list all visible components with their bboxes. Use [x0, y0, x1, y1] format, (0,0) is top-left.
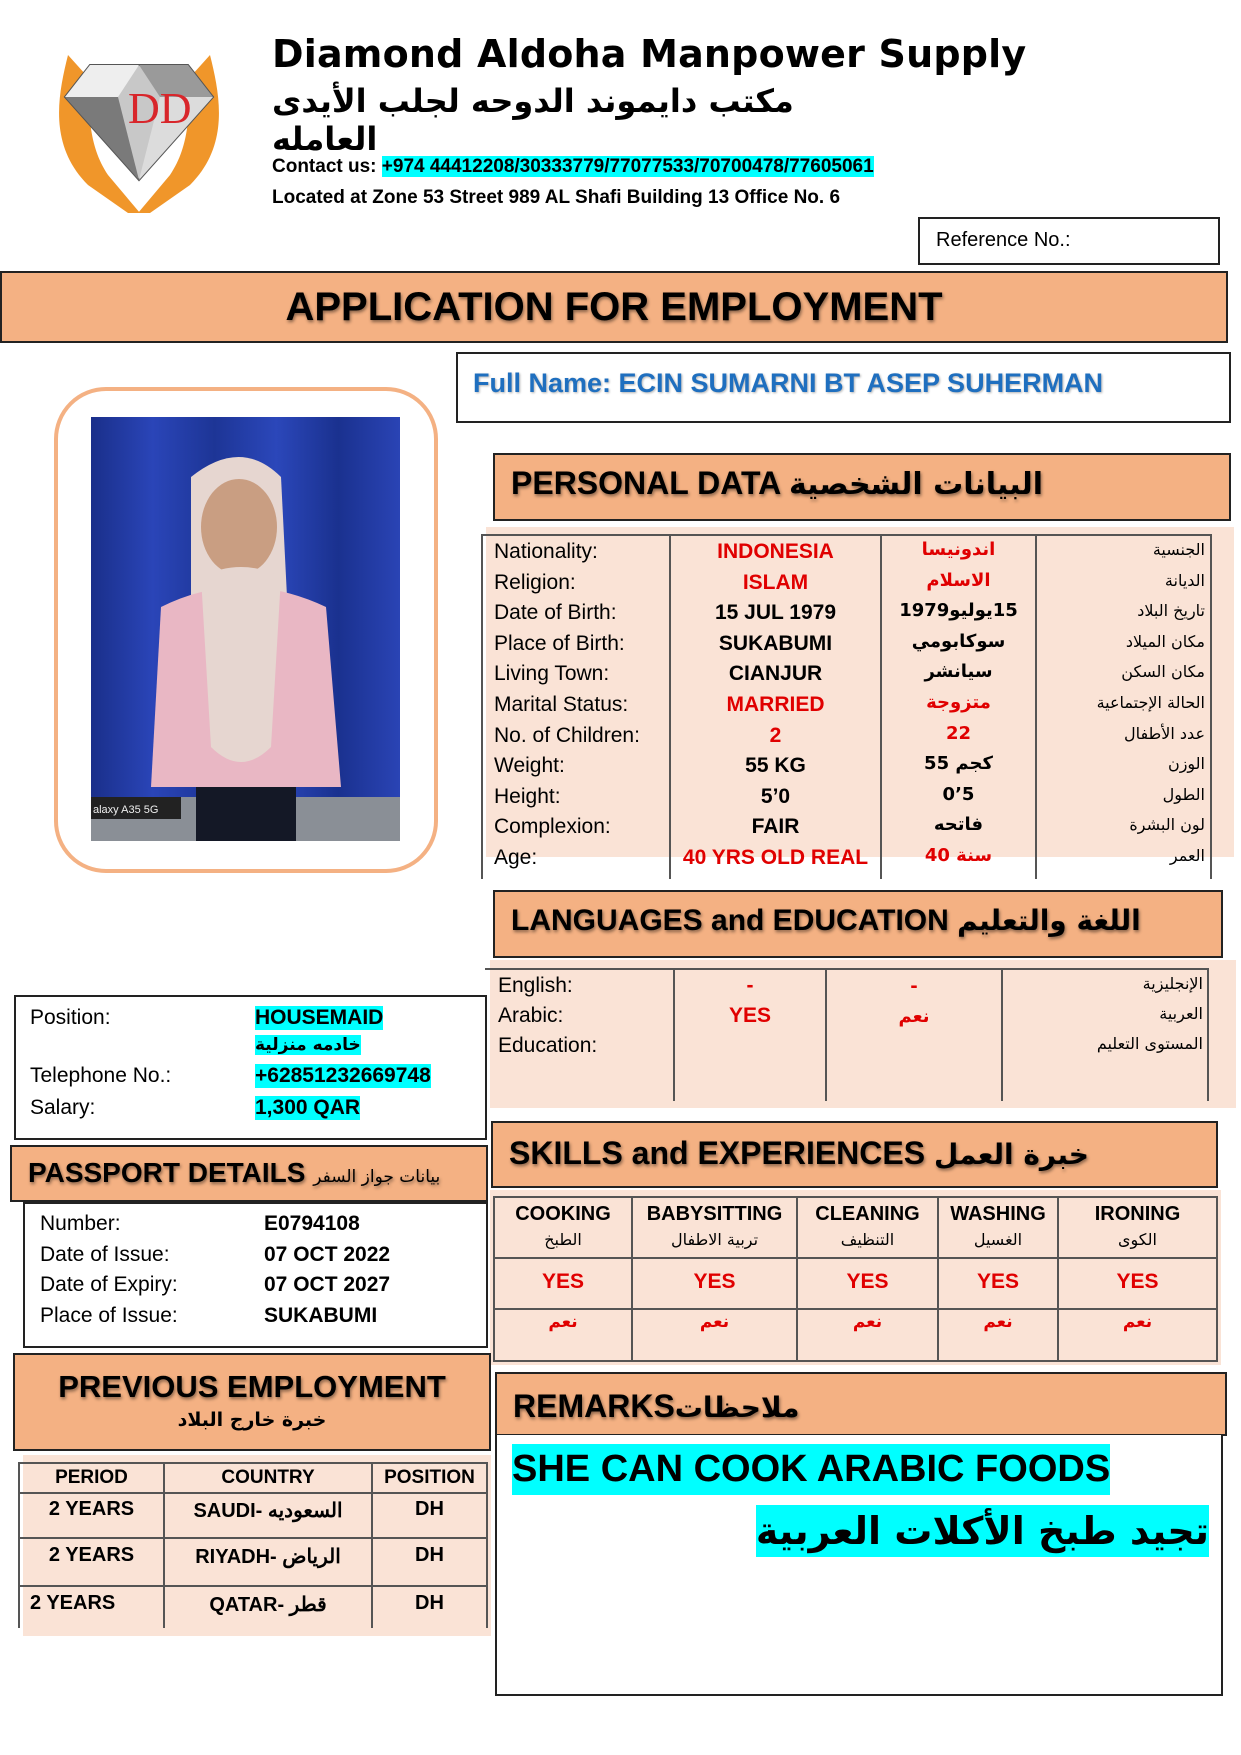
personal-value-arabic: سنة 40 — [924, 845, 993, 866]
personal-table-left-border — [481, 534, 483, 879]
skill-value-arabic: نعم — [852, 1312, 883, 1332]
personal-value-arabic: متزوجة — [926, 692, 991, 713]
personal-label: Marital Status: — [494, 693, 629, 716]
previous-employment-cell: QATAR- قطر — [209, 1594, 327, 1616]
personal-value-arabic: سوكابومي — [911, 630, 1006, 652]
passport-value: SUKABUMI — [264, 1303, 378, 1327]
skill-value: YES — [846, 1270, 889, 1293]
personal-label-arabic: لون البشرة — [1129, 815, 1205, 835]
passport-heading-ar: بيانات جواز السفر — [313, 1167, 441, 1187]
full-name: Full Name: ECIN SUMARNI BT ASEP SUHERMAN — [473, 368, 1104, 398]
passport-label: Date of Issue: — [40, 1242, 170, 1266]
language-value: YES — [728, 1004, 772, 1027]
personal-label-arabic: الحالة الإجتماعية — [1096, 693, 1205, 712]
personal-data-heading-en: PERSONAL DATA — [511, 465, 781, 501]
previous-employment-cell: RIYADH- الرياض — [195, 1546, 341, 1568]
language-value: - — [746, 974, 754, 997]
personal-label: Complexion: — [494, 815, 611, 839]
languages-heading — [493, 890, 1223, 958]
personal-value: SUKABUMI — [718, 631, 833, 655]
svg-text:DD: DD — [128, 84, 192, 133]
skill-name: COOKING — [515, 1203, 611, 1225]
personal-value: 55 KG — [745, 754, 806, 778]
previous-employment-cell: DH — [415, 1592, 444, 1614]
previous-employment-cell: DH — [415, 1544, 444, 1566]
skill-name: IRONING — [1094, 1203, 1181, 1225]
remarks-text-ar: تجيد طبخ الأكلات العربية — [756, 1505, 1209, 1557]
skill-value-arabic: نعم — [699, 1312, 730, 1332]
personal-value-arabic: فاتحه — [933, 814, 984, 836]
previous-employment-heading — [13, 1353, 491, 1451]
personal-value-arabic: اندونيسا — [921, 539, 996, 560]
skills-heading-en: SKILLS and EXPERIENCES — [509, 1135, 926, 1171]
passport-label: Date of Expiry: — [40, 1273, 178, 1296]
languages-table-right-border — [1207, 968, 1209, 1101]
skill-value: YES — [693, 1270, 736, 1293]
remarks-heading-ar: ملاحظات — [674, 1391, 800, 1424]
applicant-photo — [91, 417, 400, 841]
skill-value: YES — [541, 1270, 585, 1293]
previous-employment-grid-line — [18, 1537, 486, 1539]
personal-label: Age: — [494, 846, 538, 869]
personal-label: Place of Birth: — [494, 631, 625, 655]
skill-value-arabic: نعم — [1122, 1312, 1153, 1332]
languages-table-top-border — [485, 968, 1208, 970]
previous-employment-cell: 2 YEARS — [48, 1544, 135, 1566]
personal-value-arabic: 15يوليو1979 — [899, 600, 1018, 622]
previous-employment-grid-line — [18, 1492, 486, 1494]
personal-label: Height: — [494, 784, 561, 808]
personal-label-arabic: الجنسية — [1152, 540, 1205, 559]
personal-value-arabic: كجم 55 — [924, 753, 993, 775]
passport-value: 07 OCT 2027 — [264, 1273, 391, 1296]
skills-grid-line — [493, 1257, 1218, 1259]
skill-value-arabic: نعم — [548, 1312, 578, 1332]
passport-value: 07 OCT 2022 — [264, 1242, 391, 1266]
position-value-arabic: خادمه منزلية — [255, 1035, 361, 1055]
contact-label: Contact us: — [272, 156, 377, 177]
personal-label: Date of Birth: — [494, 601, 617, 625]
skill-value: YES — [1116, 1270, 1159, 1293]
previous-employment-cell: 2 YEARS — [48, 1498, 135, 1520]
previous-employment-cell: SAUDI- السعوديه — [193, 1500, 343, 1522]
skill-name: BABYSITTING — [646, 1203, 783, 1225]
languages-heading-en: LANGUAGES and EDUCATION — [511, 904, 949, 937]
skills-heading-ar: خبرة العمل — [933, 1138, 1089, 1171]
personal-value-arabic: 5’0 — [942, 783, 975, 805]
personal-label-arabic: عدد الأطفال — [1123, 723, 1205, 743]
passport-value: E0794108 — [264, 1212, 360, 1235]
personal-label: Religion: — [494, 570, 576, 594]
contact-line — [272, 156, 874, 178]
diamond-hands-logo-icon — [28, 35, 250, 217]
previous-employment-cell: 2 YEARS — [30, 1592, 116, 1614]
personal-value-arabic: الاسلام — [926, 569, 991, 591]
office-address: Located at Zone 53 Street 989 AL Shafi Building 13 Office No. 6 — [272, 187, 841, 208]
language-label: Education: — [498, 1034, 598, 1057]
personal-table-right-border — [1210, 534, 1212, 879]
personal-value: CIANJUR — [728, 662, 823, 686]
page-title — [0, 271, 1228, 343]
personal-table-top-border — [481, 534, 1211, 536]
passport-heading — [10, 1145, 488, 1202]
previous-employment-grid-line — [18, 1462, 486, 1464]
skill-value: YES — [976, 1270, 1020, 1293]
personal-value: 2 — [769, 723, 782, 747]
skill-name-arabic: التنظيف — [840, 1230, 895, 1249]
personal-label-arabic: مكان الميلاد — [1125, 631, 1205, 651]
passport-label: Place of Issue: — [40, 1303, 178, 1327]
full-name-box — [456, 352, 1231, 423]
telephone-label: Telephone No.: — [30, 1064, 172, 1087]
page-title-text: APPLICATION FOR EMPLOYMENT — [285, 285, 943, 329]
previous-employment-grid-line — [486, 1462, 488, 1628]
personal-value: 40 YRS OLD REAL — [682, 846, 869, 869]
personal-label-arabic: العمر — [1169, 846, 1205, 865]
passport-heading-en: PASSPORT DETAILS — [28, 1157, 306, 1188]
languages-heading-ar: اللغة والتعليم — [957, 904, 1141, 937]
company-name: Diamond Aldoha Manpower Supply — [272, 32, 1027, 76]
salary-label: Salary: — [30, 1096, 96, 1119]
personal-label-arabic: الديانة — [1164, 570, 1205, 590]
personal-data-heading — [493, 453, 1231, 521]
skills-grid-line — [493, 1360, 1218, 1362]
skill-name-arabic: الطبخ — [544, 1230, 582, 1249]
previous-employment-cell: DH — [415, 1498, 444, 1520]
skills-heading — [491, 1121, 1218, 1188]
personal-label: Living Town: — [494, 662, 610, 686]
personal-label-arabic: الطول — [1162, 784, 1205, 804]
personal-label: No. of Children: — [494, 723, 640, 747]
personal-label: Nationality: — [494, 540, 598, 563]
skills-grid-line — [1216, 1196, 1218, 1362]
previous-employment-column-header: COUNTRY — [221, 1467, 315, 1488]
language-value-arabic: - — [910, 976, 918, 997]
skills-grid-line — [493, 1196, 1218, 1198]
personal-value: 5’0 — [760, 784, 791, 808]
remarks-text-en: SHE CAN COOK ARABIC FOODS — [512, 1444, 1110, 1495]
skill-name-arabic: الكوى — [1118, 1230, 1157, 1249]
passport-label: Number: — [40, 1212, 121, 1235]
photo-caption: alaxy A35 5G — [93, 804, 159, 816]
remarks-heading — [495, 1372, 1227, 1436]
personal-label-arabic: تاريخ البلاد — [1137, 601, 1205, 621]
personal-value: ISLAM — [742, 570, 809, 594]
language-label-arabic: المستوى التعليم — [1096, 1034, 1203, 1053]
language-value-arabic: نعم — [898, 1006, 930, 1027]
reference-number-box[interactable] — [918, 217, 1220, 265]
reference-label: Reference No.: — [936, 229, 1071, 251]
previous-employment-column-header: PERIOD — [55, 1467, 128, 1488]
person-photo-icon — [91, 417, 400, 841]
skills-grid-line — [493, 1308, 1218, 1310]
personal-value: FAIR — [751, 815, 800, 839]
skill-name: CLEANING — [815, 1203, 920, 1225]
personal-data-heading-ar: البيانات الشخصية — [788, 467, 1044, 502]
personal-value-arabic: 22 — [945, 722, 972, 744]
salary-value: 1,300 QAR — [255, 1096, 361, 1119]
personal-value-arabic: سيانشر — [924, 661, 993, 683]
language-label-arabic: العربية — [1159, 1004, 1203, 1023]
personal-value: MARRIED — [726, 693, 825, 716]
language-label: Arabic: — [498, 1004, 564, 1027]
personal-value: INDONESIA — [717, 540, 834, 563]
skill-name-arabic: الغسيل — [973, 1230, 1023, 1249]
personal-label-arabic: مكان السكن — [1121, 662, 1205, 682]
remarks-heading-en: REMARKS — [513, 1388, 675, 1424]
contact-numbers: +974 44412208/30333779/77077533/70700478/77605061 — [381, 156, 874, 177]
personal-label-arabic: الوزن — [1167, 754, 1205, 774]
company-logo — [28, 35, 250, 217]
personal-value: 15 JUL 1979 — [714, 601, 837, 625]
previous-employment-heading-ar: خبرة خارج البلاد — [177, 1409, 327, 1431]
position-label: Position: — [30, 1006, 111, 1029]
personal-label: Weight: — [494, 754, 565, 778]
skill-value-arabic: نعم — [983, 1312, 1013, 1332]
skill-name-arabic: تربية الاطفال — [670, 1230, 759, 1249]
language-label-arabic: الإنجليزية — [1142, 974, 1203, 993]
company-name-arabic: مكتب دايموند الدوحه لجلب الأيدى العامله — [272, 82, 794, 158]
previous-employment-heading-en: PREVIOUS EMPLOYMENT — [58, 1369, 446, 1404]
skill-name: WASHING — [950, 1203, 1046, 1225]
previous-employment-grid-line — [18, 1585, 486, 1587]
position-value: HOUSEMAID — [255, 1006, 384, 1029]
previous-employment-column-header: POSITION — [384, 1467, 475, 1488]
telephone-value: +62851232669748 — [255, 1064, 431, 1087]
language-label: English: — [498, 974, 573, 997]
